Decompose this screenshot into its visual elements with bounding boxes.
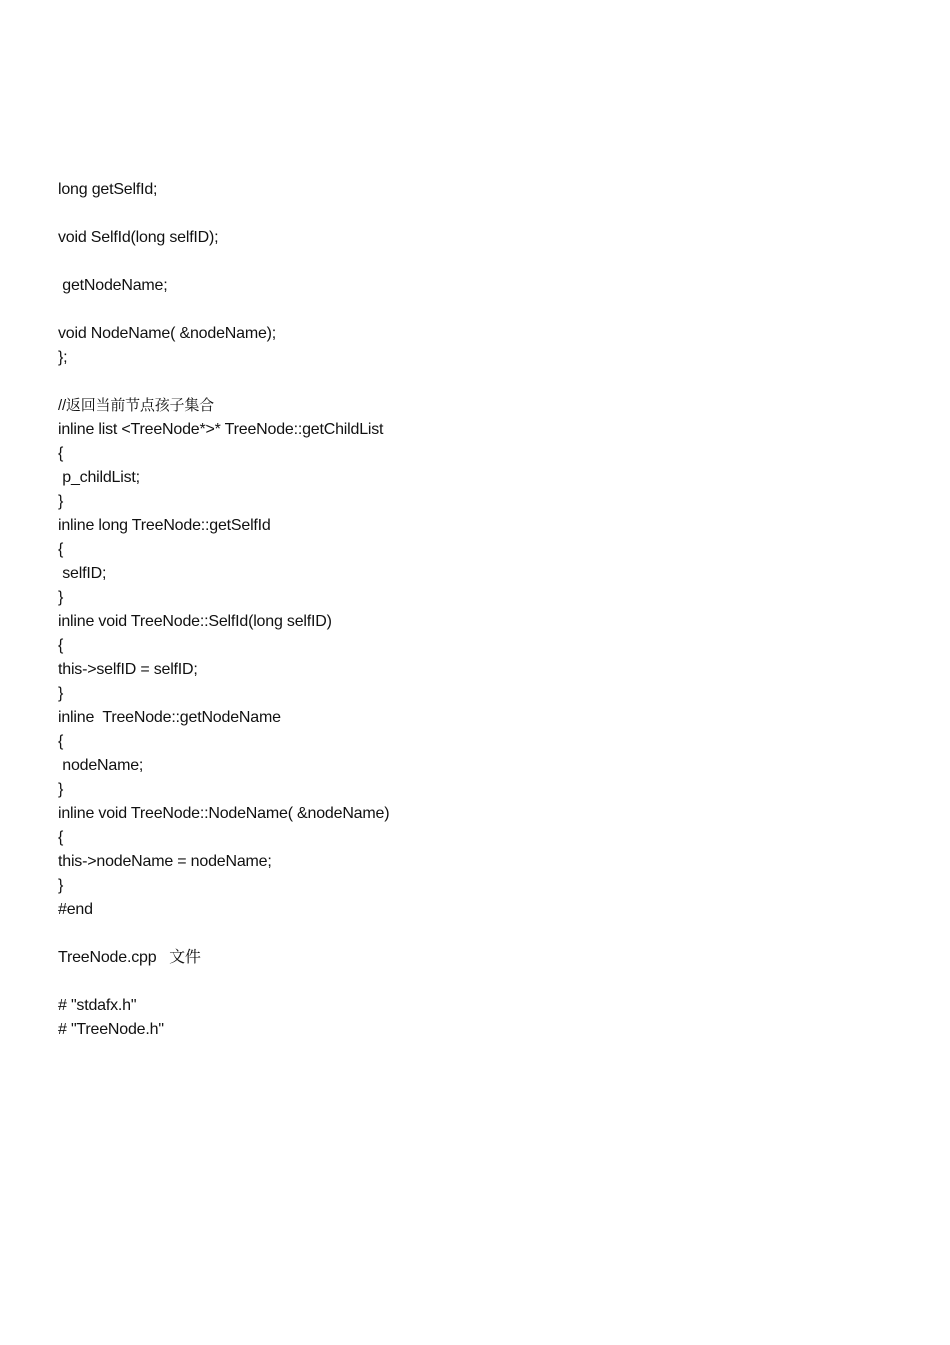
- code-line: }: [58, 685, 64, 702]
- file-heading: TreeNode.cpp 文件: [58, 949, 201, 966]
- code-line: nodeName;: [58, 757, 144, 774]
- document-body: [58, 178, 898, 1042]
- code-line: {: [58, 445, 64, 462]
- blank-line: [58, 370, 898, 394]
- blank-line: [58, 970, 898, 994]
- code-line: {: [58, 829, 64, 846]
- blank-line: [58, 250, 898, 274]
- code-line: inline TreeNode::getNodeName: [58, 709, 281, 726]
- blank-line: [58, 202, 898, 226]
- code-comment: //返回当前节点孩子集合: [58, 397, 214, 414]
- blank-line: [58, 298, 898, 322]
- code-line: {: [58, 541, 64, 558]
- code-line: p_childList;: [58, 469, 140, 486]
- code-line: }: [58, 781, 64, 798]
- code-line: inline void TreeNode::NodeName( &nodeName): [58, 805, 390, 822]
- code-line: };: [58, 349, 68, 366]
- code-line: {: [58, 733, 64, 750]
- code-line: inline long TreeNode::getSelfId: [58, 517, 271, 534]
- blank-line: [58, 922, 898, 946]
- code-line: {: [58, 637, 64, 654]
- code-line: inline void TreeNode::SelfId(long selfID): [58, 613, 332, 630]
- code-line: long getSelfId;: [58, 181, 158, 198]
- code-line: this->selfID = selfID;: [58, 661, 198, 678]
- code-line: void SelfId(long selfID);: [58, 229, 219, 246]
- code-line: inline list <TreeNode*>* TreeNode::getChildList: [58, 421, 384, 438]
- code-line: selfID;: [58, 565, 107, 582]
- code-line: getNodeName;: [58, 277, 168, 294]
- code-line: # "stdafx.h": [58, 997, 137, 1014]
- code-line: this->nodeName = nodeName;: [58, 853, 272, 870]
- code-line: # "TreeNode.h": [58, 1021, 164, 1038]
- code-line: }: [58, 493, 64, 510]
- code-line: void NodeName( &nodeName);: [58, 325, 277, 342]
- code-line: }: [58, 589, 64, 606]
- code-line: }: [58, 877, 64, 894]
- code-line: #end: [58, 901, 93, 918]
